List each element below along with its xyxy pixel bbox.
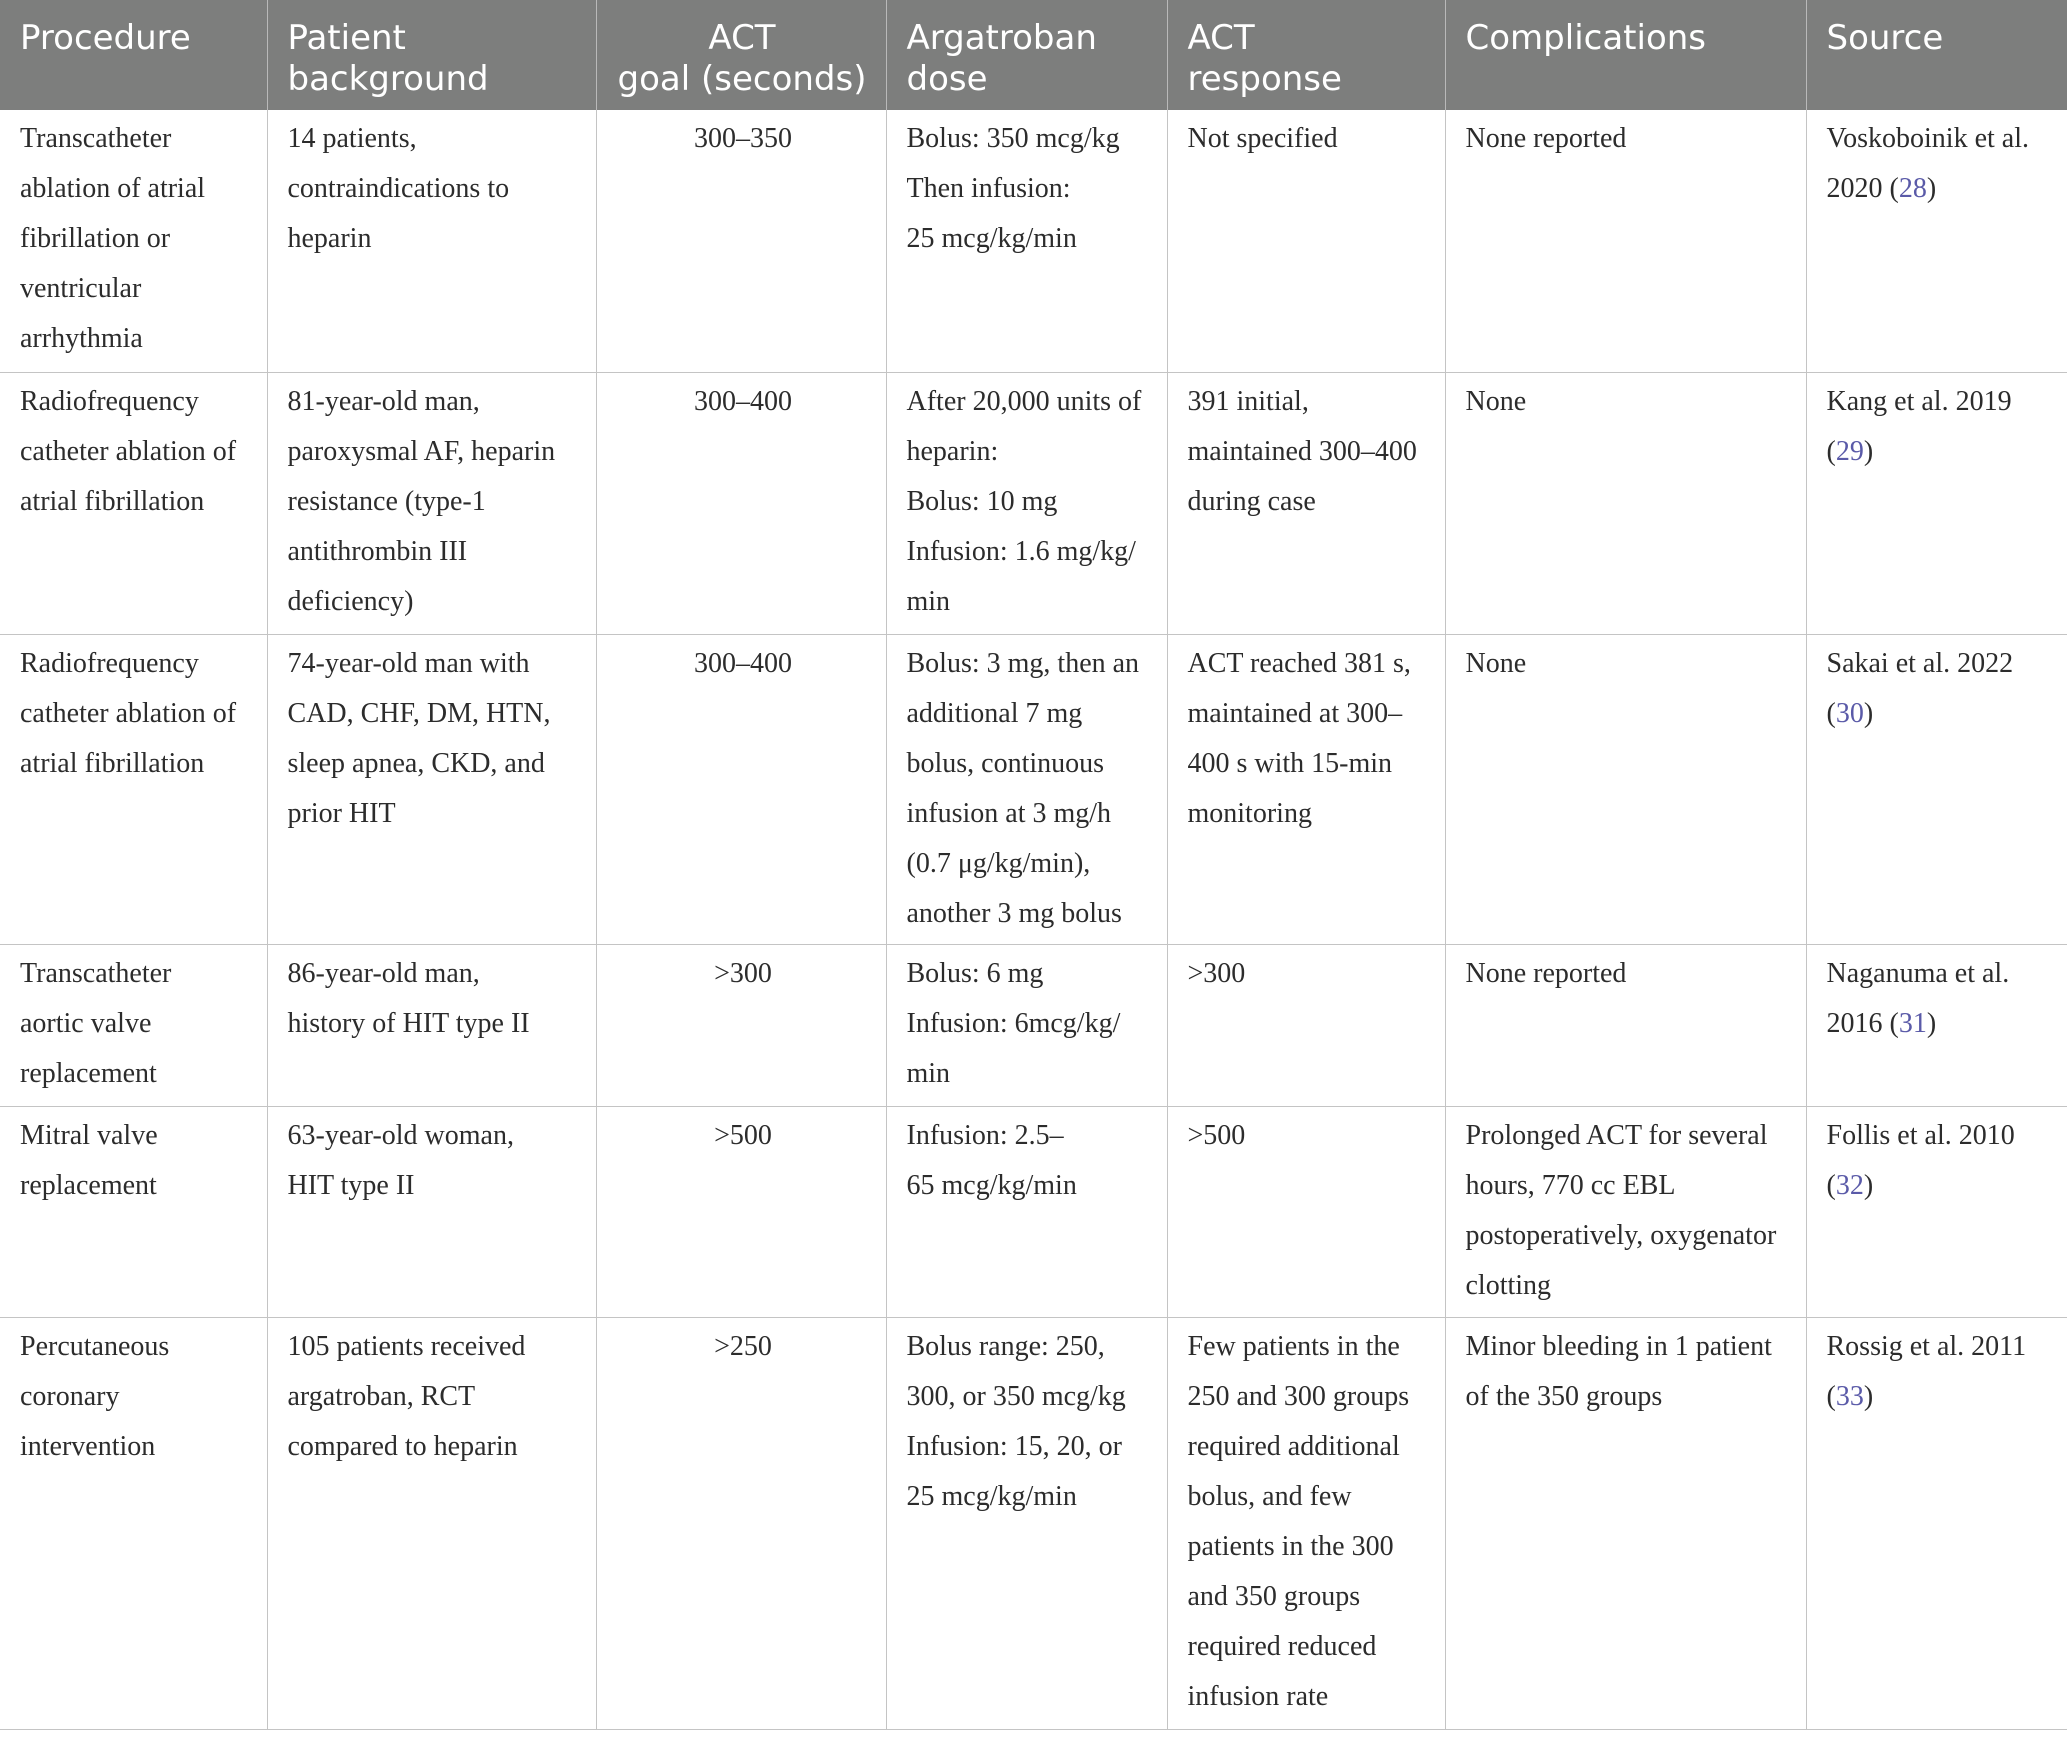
table-header bbox=[0, 0, 2067, 110]
source-text: ) bbox=[1863, 1380, 1874, 1412]
table-row bbox=[0, 1106, 2067, 1317]
cell-line: of the 350 groups bbox=[1465, 1380, 1663, 1412]
cell-line: infusion rate bbox=[1187, 1680, 1329, 1712]
cell-line: history of HIT type II bbox=[287, 1007, 530, 1039]
header-text: goal (seconds) bbox=[617, 59, 867, 99]
cell-line: Bolus: 10 mg bbox=[906, 485, 1058, 517]
cell-line: 25 mcg/kg/min bbox=[906, 223, 1077, 254]
reference-link[interactable]: 29 bbox=[1835, 435, 1864, 467]
cell-act-goal bbox=[596, 110, 886, 372]
cell-line: paroxysmal AF, heparin bbox=[287, 435, 556, 467]
cell-act-response bbox=[1167, 1106, 1445, 1317]
cell-line: 65 mcg/kg/min bbox=[906, 1169, 1077, 1201]
cell-line: 400 s with 15-min bbox=[1187, 747, 1393, 779]
cell-line: HIT type II bbox=[287, 1169, 415, 1201]
cell-line: After 20,000 units of bbox=[906, 385, 1142, 417]
cell-line: None bbox=[1465, 385, 1527, 417]
header-act-goal bbox=[596, 0, 886, 110]
cell-line: required reduced bbox=[1187, 1630, 1377, 1662]
cell-line: coronary bbox=[20, 1380, 120, 1412]
cell-procedure bbox=[0, 372, 267, 634]
source-citation-line2 bbox=[1827, 164, 2052, 214]
cell-line: antithrombin III bbox=[287, 535, 468, 567]
cell-line: postoperatively, oxygenator bbox=[1465, 1219, 1777, 1251]
cell-source bbox=[1806, 634, 2067, 944]
header-act-response bbox=[1167, 0, 1445, 110]
cell-complications bbox=[1445, 372, 1806, 634]
cell-line: clotting bbox=[1465, 1269, 1552, 1301]
cell-line: >500 bbox=[1187, 1119, 1246, 1151]
source-citation-line2 bbox=[1827, 1161, 2052, 1211]
source-text: ( bbox=[1826, 1380, 1836, 1412]
cell-source bbox=[1806, 944, 2067, 1106]
cell-complications bbox=[1445, 1106, 1806, 1317]
source-text: 2016 ( bbox=[1826, 1007, 1899, 1039]
cell-act-response bbox=[1167, 634, 1445, 944]
header-text: ACT bbox=[708, 18, 776, 58]
cell-source bbox=[1806, 110, 2067, 372]
cell-line: 300, or 350 mcg/kg bbox=[906, 1380, 1126, 1412]
cell-line: Bolus: 3 mg, then an bbox=[906, 647, 1140, 679]
cell-act-response bbox=[1167, 944, 1445, 1106]
cell-line: contraindications to bbox=[287, 173, 510, 204]
cell-procedure bbox=[0, 110, 267, 372]
cell-line: 74-year-old man with bbox=[287, 647, 530, 679]
cell-line: 25 mcg/kg/min bbox=[906, 1480, 1077, 1512]
header-text: Patient bbox=[287, 18, 406, 58]
cell-line: Transcatheter bbox=[20, 957, 172, 989]
cell-line: additional 7 mg bbox=[906, 697, 1083, 729]
cell-act-response bbox=[1167, 110, 1445, 372]
cell-line: compared to heparin bbox=[287, 1430, 518, 1462]
cell-line: 391 initial, bbox=[1187, 385, 1309, 417]
cell-act-goal bbox=[596, 372, 886, 634]
cell-act-goal bbox=[596, 1317, 886, 1729]
cell-line: Radiofrequency bbox=[20, 385, 199, 417]
cell-line: monitoring bbox=[1187, 797, 1312, 829]
reference-link[interactable]: 28 bbox=[1898, 173, 1927, 204]
cell-source bbox=[1806, 1317, 2067, 1729]
cell-line: heparin: bbox=[906, 435, 999, 467]
source-text: ( bbox=[1826, 1169, 1836, 1201]
cell-act-goal bbox=[596, 1106, 886, 1317]
source-citation-line2 bbox=[1827, 999, 2052, 1049]
cell-line: Few patients in the bbox=[1187, 1330, 1400, 1362]
source-citation: Voskoboinik et al. bbox=[1826, 123, 2029, 154]
header-text: ACT bbox=[1187, 18, 1255, 58]
table-body bbox=[0, 110, 2067, 1729]
cell-line: >250 bbox=[714, 1330, 772, 1362]
cell-argatroban-dose bbox=[886, 110, 1167, 372]
reference-link[interactable]: 32 bbox=[1835, 1169, 1864, 1201]
cell-line: Infusion: 2.5– bbox=[906, 1119, 1064, 1151]
cell-line: Minor bleeding in 1 patient bbox=[1465, 1330, 1772, 1362]
source-text: ) bbox=[1863, 1169, 1874, 1201]
cell-argatroban-dose bbox=[886, 634, 1167, 944]
cell-line: Bolus: 6 mg bbox=[906, 957, 1044, 989]
cell-line: Infusion: 15, 20, or bbox=[906, 1430, 1122, 1462]
cell-line: heparin bbox=[287, 223, 372, 254]
cell-line: min bbox=[906, 585, 951, 617]
cell-line: 14 patients, bbox=[287, 123, 417, 154]
source-text: ) bbox=[1926, 1007, 1937, 1039]
cell-line: catheter ablation of bbox=[20, 697, 237, 729]
cell-line: None bbox=[1465, 647, 1527, 679]
reference-link[interactable]: 33 bbox=[1835, 1380, 1864, 1412]
cell-line: 63-year-old woman, bbox=[287, 1119, 514, 1151]
cell-patient-background bbox=[267, 372, 596, 634]
cell-complications bbox=[1445, 944, 1806, 1106]
cell-argatroban-dose bbox=[886, 1317, 1167, 1729]
cell-line: >500 bbox=[714, 1119, 772, 1151]
cell-act-goal bbox=[596, 944, 886, 1106]
table-row bbox=[0, 110, 2067, 372]
cell-line: None reported bbox=[1465, 123, 1627, 154]
source-text: ) bbox=[1926, 173, 1937, 204]
cell-complications bbox=[1445, 1317, 1806, 1729]
cell-line: 300–400 bbox=[694, 647, 792, 679]
cell-line: 300–400 bbox=[694, 385, 792, 417]
cell-act-goal bbox=[596, 634, 886, 944]
cell-line: maintained 300–400 bbox=[1187, 435, 1417, 467]
cell-line: patients in the 300 bbox=[1187, 1530, 1394, 1562]
cell-source bbox=[1806, 372, 2067, 634]
source-citation: Follis et al. 2010 bbox=[1826, 1119, 2015, 1151]
header-text: response bbox=[1187, 59, 1342, 99]
header-argatroban-dose bbox=[886, 0, 1167, 110]
table-row bbox=[0, 372, 2067, 634]
source-text: ) bbox=[1863, 697, 1874, 729]
header-text: Source bbox=[1826, 18, 1944, 58]
cell-line: >300 bbox=[1187, 957, 1246, 989]
cell-line: arrhythmia bbox=[20, 323, 143, 354]
header-source bbox=[1806, 0, 2067, 110]
cell-line: Radiofrequency bbox=[20, 647, 199, 679]
source-citation: Rossig et al. 2011 bbox=[1826, 1330, 2027, 1362]
cell-line: 86-year-old man, bbox=[287, 957, 480, 989]
cell-line: Infusion: 1.6 mg/kg/ bbox=[906, 535, 1136, 567]
cell-line: ablation of atrial bbox=[20, 173, 206, 204]
cell-act-response bbox=[1167, 372, 1445, 634]
cell-procedure bbox=[0, 634, 267, 944]
source-citation: Kang et al. 2019 bbox=[1826, 385, 2012, 417]
cell-line: replacement bbox=[20, 1169, 157, 1201]
cell-line: 250 and 300 groups bbox=[1187, 1380, 1410, 1412]
cell-line: Bolus range: 250, bbox=[906, 1330, 1105, 1362]
header-text: dose bbox=[906, 59, 988, 99]
cell-argatroban-dose bbox=[886, 1106, 1167, 1317]
cell-line: ventricular bbox=[20, 273, 142, 304]
cell-line: resistance (type-1 bbox=[287, 485, 486, 517]
cell-line: Then infusion: bbox=[906, 173, 1071, 204]
cell-line: argatroban, RCT bbox=[287, 1380, 476, 1412]
cell-line: prior HIT bbox=[287, 797, 396, 829]
cell-line: >300 bbox=[714, 957, 772, 989]
cell-line: deficiency) bbox=[287, 585, 414, 617]
cell-line: hours, 770 cc EBL bbox=[1465, 1169, 1676, 1201]
cell-line: Bolus: 350 mcg/kg bbox=[906, 123, 1120, 154]
cell-line: None reported bbox=[1465, 957, 1627, 989]
source-text: 2020 ( bbox=[1826, 173, 1899, 204]
cell-line: infusion at 3 mg/h bbox=[906, 797, 1112, 829]
header-row bbox=[0, 0, 2067, 110]
cell-line: fibrillation or bbox=[20, 223, 171, 254]
cell-line: Prolonged ACT for several bbox=[1465, 1119, 1768, 1151]
cell-line: Infusion: 6mcg/kg/ bbox=[906, 1007, 1121, 1039]
header-text: Complications bbox=[1465, 18, 1707, 58]
cell-complications bbox=[1445, 634, 1806, 944]
cell-line: 105 patients received bbox=[287, 1330, 526, 1362]
header-patient-background bbox=[267, 0, 596, 110]
cell-line: aortic valve bbox=[20, 1007, 152, 1039]
cell-line: 300–350 bbox=[694, 123, 792, 154]
table-row bbox=[0, 1317, 2067, 1729]
cell-line: sleep apnea, CKD, and bbox=[287, 747, 545, 779]
cell-line: maintained at 300– bbox=[1187, 697, 1403, 729]
cell-line: during case bbox=[1187, 485, 1316, 517]
cell-argatroban-dose bbox=[886, 944, 1167, 1106]
cell-line: Mitral valve bbox=[20, 1119, 158, 1151]
source-citation-line2 bbox=[1827, 689, 2052, 739]
header-complications bbox=[1445, 0, 1806, 110]
cell-line: min bbox=[906, 1057, 951, 1089]
cell-line: Transcatheter bbox=[20, 123, 172, 154]
cell-argatroban-dose bbox=[886, 372, 1167, 634]
cell-patient-background bbox=[267, 1106, 596, 1317]
cell-line: CAD, CHF, DM, HTN, bbox=[287, 697, 551, 729]
header-procedure bbox=[0, 0, 267, 110]
cell-line: atrial fibrillation bbox=[20, 747, 205, 779]
source-citation: Sakai et al. 2022 bbox=[1826, 647, 2014, 679]
cell-procedure bbox=[0, 944, 267, 1106]
cell-source bbox=[1806, 1106, 2067, 1317]
header-text: Argatroban bbox=[906, 18, 1097, 58]
cell-line: catheter ablation of bbox=[20, 435, 237, 467]
cell-line: another 3 mg bolus bbox=[906, 897, 1122, 929]
cell-act-response bbox=[1167, 1317, 1445, 1729]
cell-line: intervention bbox=[20, 1430, 156, 1462]
cell-patient-background bbox=[267, 634, 596, 944]
cell-line: required additional bbox=[1187, 1430, 1400, 1462]
cell-line: and 350 groups bbox=[1187, 1580, 1361, 1612]
cell-line: (0.7 μg/kg/min), bbox=[906, 847, 1091, 879]
cell-line: replacement bbox=[20, 1057, 157, 1089]
source-citation: Naganuma et al. bbox=[1826, 957, 2010, 989]
source-text: ) bbox=[1863, 435, 1874, 467]
reference-link[interactable]: 30 bbox=[1835, 697, 1864, 729]
reference-link[interactable]: 31 bbox=[1898, 1007, 1927, 1039]
source-text: ( bbox=[1826, 697, 1836, 729]
header-text: background bbox=[287, 59, 489, 99]
cell-patient-background bbox=[267, 110, 596, 372]
table-row bbox=[0, 944, 2067, 1106]
cell-line: atrial fibrillation bbox=[20, 485, 205, 517]
source-text: ( bbox=[1826, 435, 1836, 467]
cell-patient-background bbox=[267, 1317, 596, 1729]
cell-line: Percutaneous bbox=[20, 1330, 170, 1362]
cell-line: bolus, and few bbox=[1187, 1480, 1352, 1512]
source-citation-line2 bbox=[1827, 427, 2052, 477]
cell-procedure bbox=[0, 1317, 267, 1729]
cell-line: bolus, continuous bbox=[906, 747, 1105, 779]
cell-procedure bbox=[0, 1106, 267, 1317]
table-row bbox=[0, 634, 2067, 944]
cell-line: Not specified bbox=[1187, 123, 1338, 154]
cell-patient-background bbox=[267, 944, 596, 1106]
source-citation-line2 bbox=[1827, 1372, 2052, 1422]
header-text: Procedure bbox=[20, 18, 191, 58]
cell-line: 81-year-old man, bbox=[287, 385, 480, 417]
cell-line: ACT reached 381 s, bbox=[1187, 647, 1411, 679]
cell-complications bbox=[1445, 110, 1806, 372]
